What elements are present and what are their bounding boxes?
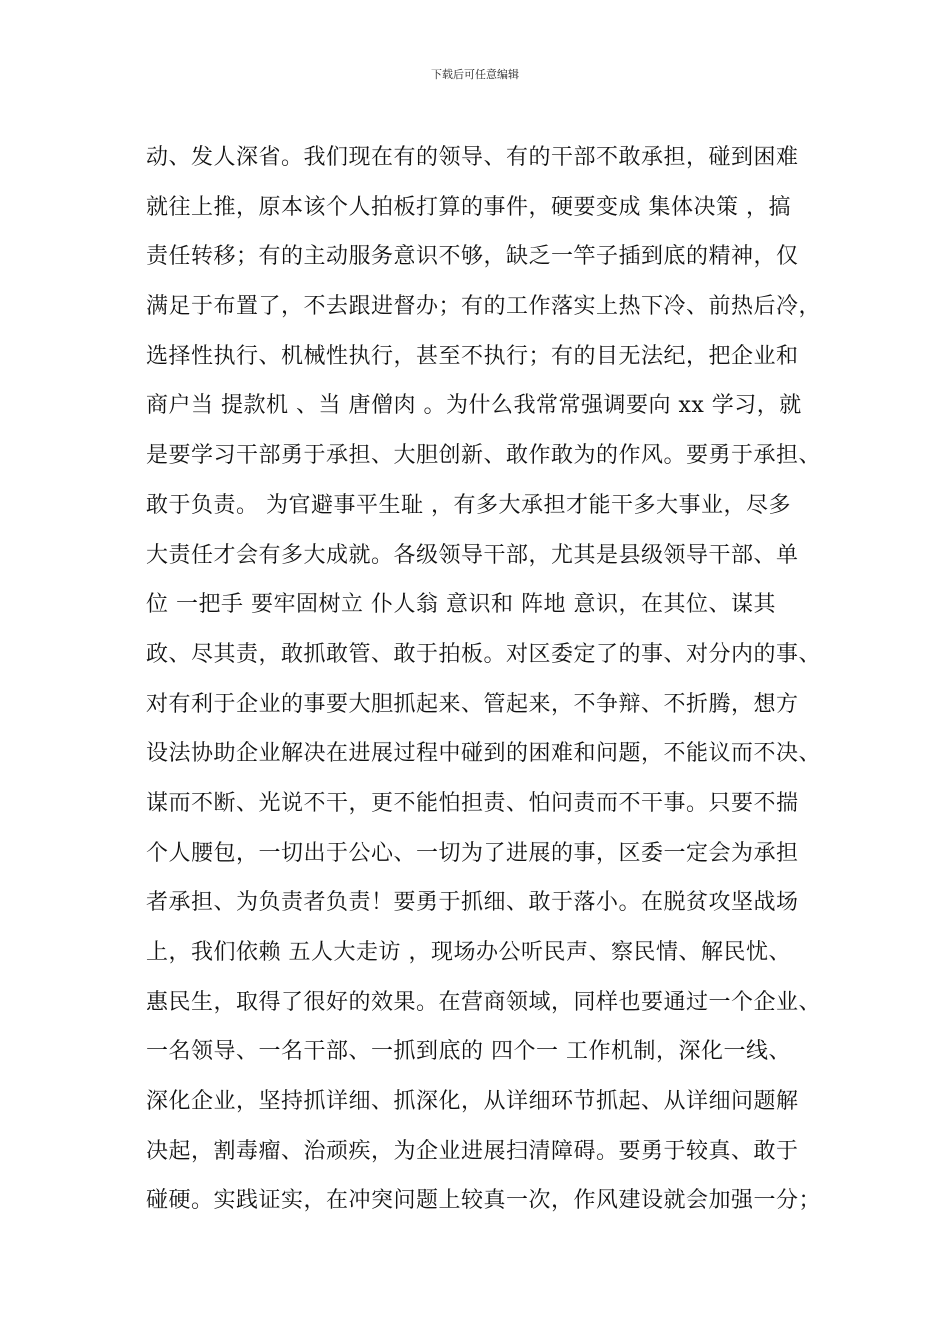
document-body: [146, 133, 836, 1226]
text-line: 大责任才会有多大成就。各级领导干部，尤其是县级领导干部、单: [146, 542, 799, 568]
text-line: 就往上推，原本该个人拍板打算的事件，硬要变成 集体决策 ，搞: [146, 194, 791, 220]
text-line: 选择性执行、机械性执行，甚至不执行；有的目无法纪，把企业和: [146, 343, 799, 369]
text-line: 政、尽其责，敢抓敢管、敢于拍板。对区委定了的事、对分内的事、: [146, 641, 822, 667]
text-line: 位 一把手 要牢固树立 仆人翁 意识和 阵地 意识，在其位、谋其: [146, 592, 776, 618]
text-line: 个人腰包，一切出于公心、一切为了进展的事，区委一定会为承担: [146, 840, 799, 866]
text-line: 责任转移；有的主动服务意识不够，缺乏一竿子插到底的精神，仅: [146, 244, 799, 270]
text-line: 深化企业，坚持抓详细、抓深化，从详细环节抓起、从详细问题解: [146, 1089, 799, 1115]
text-line: 设法协助企业解决在进展过程中碰到的困难和问题，不能议而不决、: [146, 741, 822, 767]
text-line: 商户当 提款机 、当 唐僧肉 。为什么我常常强调要向 xx 学习，就: [146, 393, 802, 419]
text-line: 上，我们依赖 五人大走访 ，现场办公听民声、察民情、解民忧、: [146, 940, 791, 965]
text-line: 谋而不断、光说不干，更不能怕担责、怕问责而不干事。只要不揣: [146, 790, 799, 816]
text-line: 对有利于企业的事要大胆抓起来、管起来，不争辩、不折腾，想方: [146, 691, 799, 717]
text-line: 敢于负责。 为官避事平生耻 ，有多大承担才能干多大事业，尽多: [146, 492, 791, 518]
text-line: 碰硬。实践证实，在冲突问题上较真一次，作风建设就会加强一分；: [146, 1188, 822, 1214]
page-header: 下载后可任意编辑: [431, 68, 519, 81]
text-line: 者承担、为负责者负责！要勇于抓细、敢于落小。在脱贫攻坚战场: [146, 890, 799, 916]
text-line: 动、发人深省。我们现在有的领导、有的干部不敢承担，碰到困难: [146, 145, 799, 170]
text-line: 决起，割毒瘤、治顽疾，为企业进展扫清障碍。要勇于较真、敢于: [146, 1138, 799, 1164]
text-line: 满足于布置了，不去跟进督办；有的工作落实上热下冷、前热后冷，: [146, 294, 822, 320]
text-line: 一名领导、一名干部、一抓到底的 四个一 工作机制，深化一线、: [146, 1039, 791, 1065]
text-line: 是要学习干部勇于承担、大胆创新、敢作敢为的作风。要勇于承担、: [146, 443, 822, 469]
text-line: 惠民生，取得了很好的效果。在营商领域，同样也要通过一个企业、: [146, 989, 822, 1015]
